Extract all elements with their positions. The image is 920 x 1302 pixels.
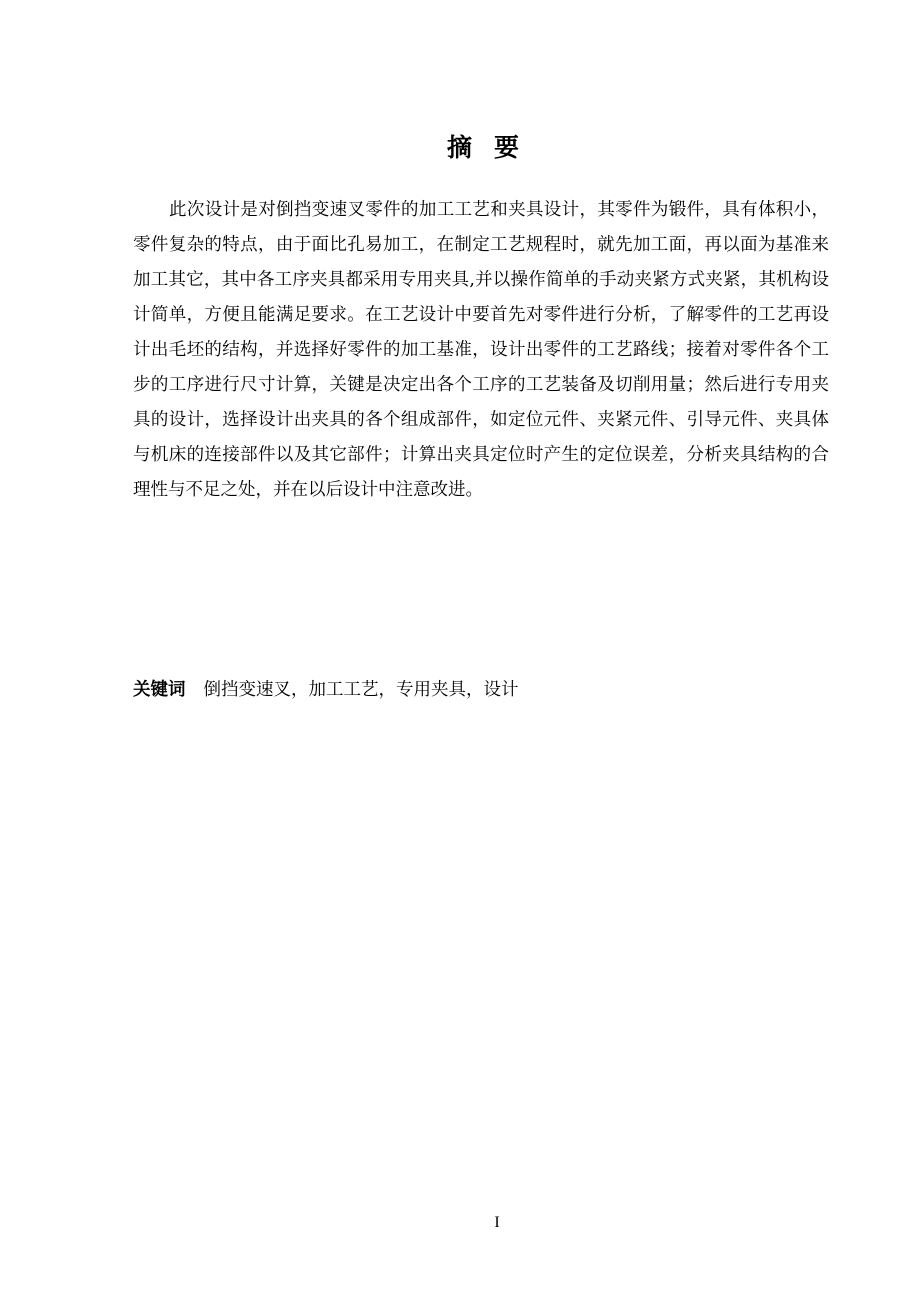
page-number: I xyxy=(494,1214,500,1231)
keywords-label: 关键词 xyxy=(133,680,186,700)
title-char-1: 摘 xyxy=(446,133,472,162)
title-char-2: 要 xyxy=(494,133,520,162)
keywords-line xyxy=(133,675,519,705)
abstract-title xyxy=(0,130,920,166)
abstract-body: 此次设计是对倒挡变速叉零件的加工工艺和夹具设计，其零件为锻件，具有体积小，零件复杂的特点，由于面比孔易加工，在制定工艺规程时，就先加工面，再以面为基准来加工其它，其中各工序夹具都采用专用夹具,并以操作简单的手动夹紧方式夹紧，其机构设计简单，方便且能满足要求。在工艺设计中要首先对零件进行分析，了解零件的工艺再设计出毛坯的结构，并选择好零件的加工基准，设计出零件的工艺路线；接着对零件各个工步的工序进行尺寸计算，关键是决定出各个工序的工艺装备及切削用量；然后进行专用夹具的设计，选择设计出夹具的各个组成部件，如定位元件、夹紧元件、引导元件、夹具体与机床的连接部件以及其它部件；计算出夹具定位时产生的定位误差，分析夹具结构的合理性与不足之处，并在以后设计中注意改进。 xyxy=(133,200,829,500)
keywords-text: 倒挡变速叉，加工工艺，专用夹具，设计 xyxy=(203,680,519,700)
